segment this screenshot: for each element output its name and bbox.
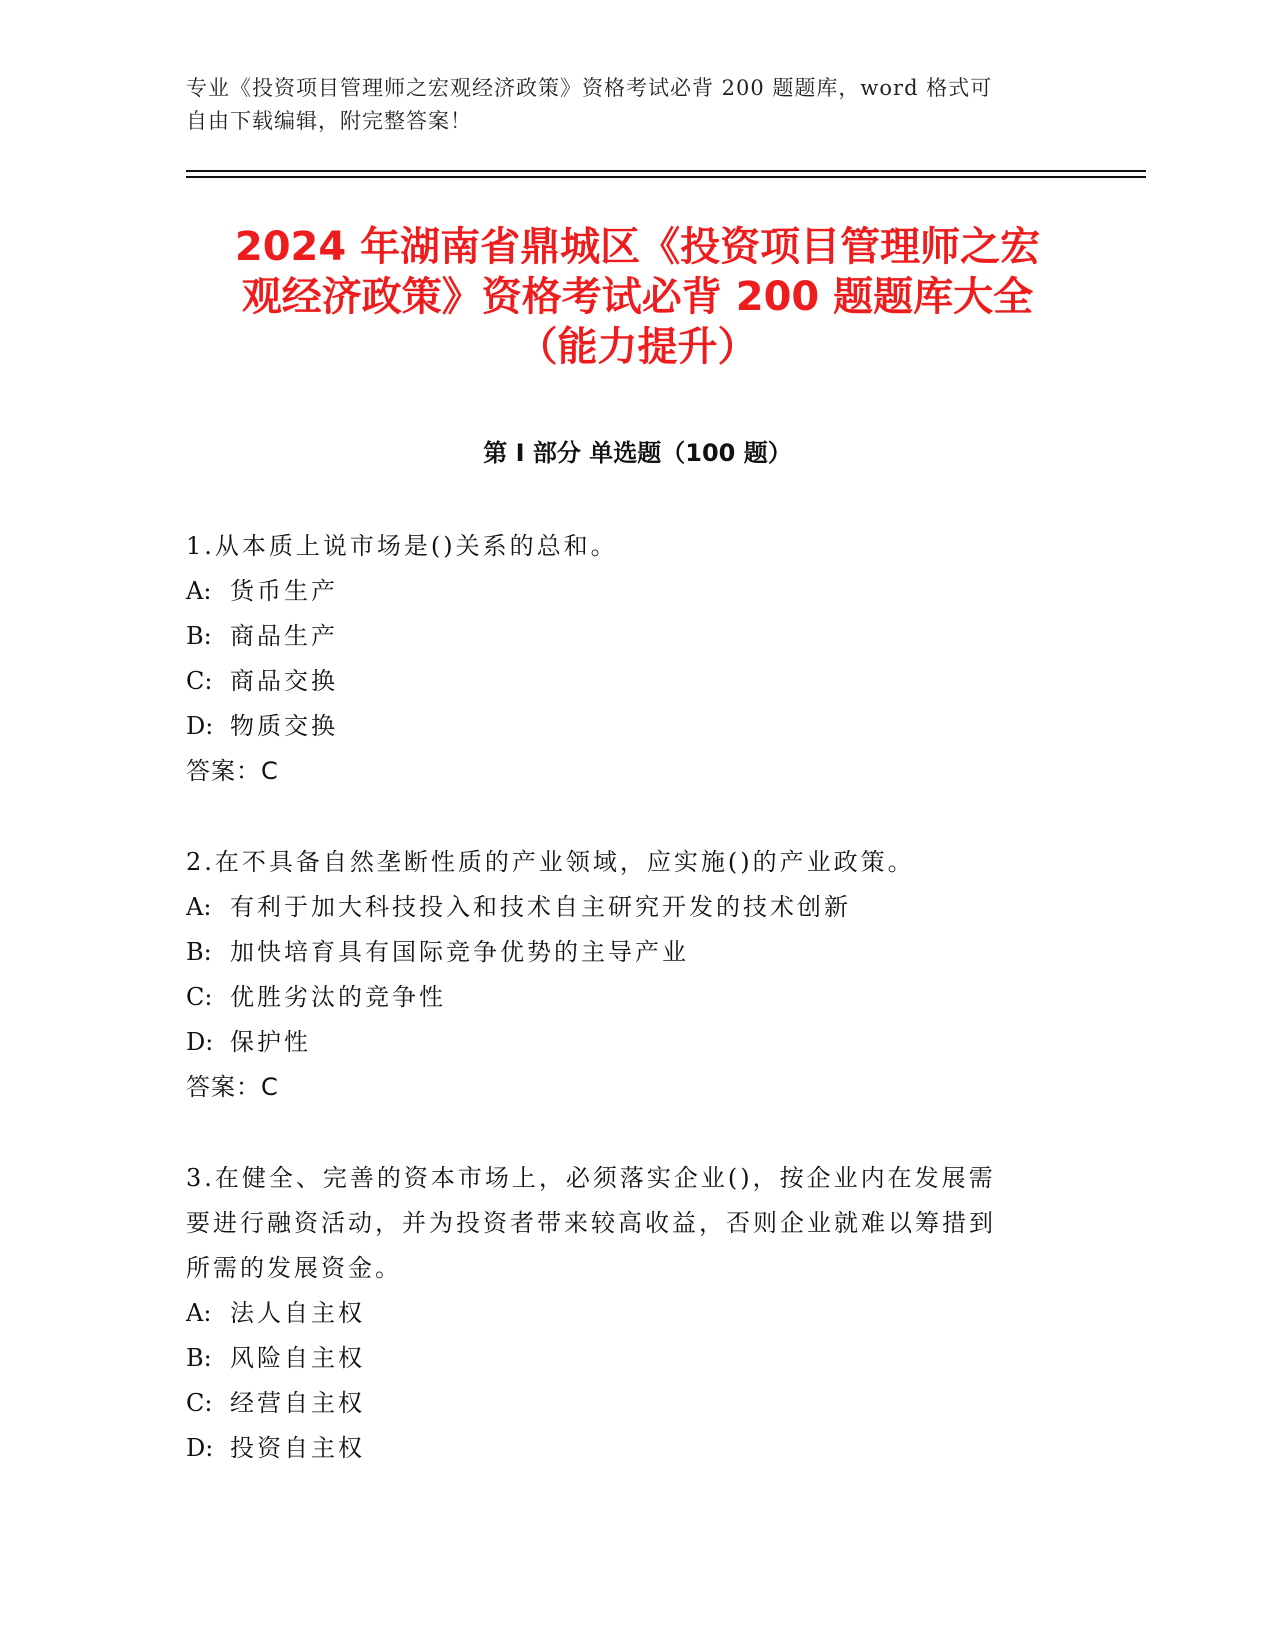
question-stem: 要进行融资活动，并为投资者带来较高收益，否则企业就难以筹措到 bbox=[186, 1209, 996, 1237]
option-b bbox=[186, 1336, 1066, 1381]
option-text: 投资自主权 bbox=[230, 1434, 365, 1462]
option-text: 保护性 bbox=[230, 1028, 311, 1056]
option-text: 优胜劣汰的竞争性 bbox=[230, 983, 446, 1011]
header-divider bbox=[186, 176, 1146, 178]
option-key: A: bbox=[186, 893, 212, 921]
option-c bbox=[186, 1381, 1066, 1426]
option-text: 商品生产 bbox=[230, 622, 338, 650]
answer-label: 答案：C bbox=[186, 1073, 279, 1101]
question-stem: 1.从本质上说市场是()关系的总和。 bbox=[186, 532, 618, 560]
option-key: A: bbox=[186, 1299, 212, 1327]
question-3 bbox=[186, 1156, 1066, 1471]
option-a bbox=[186, 569, 1066, 614]
option-key: D: bbox=[186, 1028, 214, 1056]
option-text: 有利于加大科技投入和技术自主研究开发的技术创新 bbox=[230, 893, 851, 921]
option-text: 货币生产 bbox=[230, 577, 338, 605]
header-note bbox=[186, 72, 1066, 138]
option-c bbox=[186, 659, 1066, 704]
option-key: B: bbox=[186, 622, 212, 650]
section-heading: 第 I 部分 单选题（100 题） bbox=[483, 439, 792, 467]
title-line: 2024 年湖南省鼎城区《投资项目管理师之宏 bbox=[234, 224, 1041, 270]
option-text: 经营自主权 bbox=[230, 1389, 365, 1417]
option-key: C: bbox=[186, 983, 213, 1011]
option-key: B: bbox=[186, 938, 212, 966]
question-stem: 2.在不具备自然垄断性质的产业领域，应实施()的产业政策。 bbox=[186, 848, 915, 876]
header-note-line: 专业《投资项目管理师之宏观经济政策》资格考试必背 200 题题库，word 格式可 bbox=[186, 76, 993, 100]
option-a bbox=[186, 885, 1066, 930]
title-line: 观经济政策》资格考试必背 200 题题库大全 bbox=[241, 274, 1034, 320]
question-stem: 3.在健全、完善的资本市场上，必须落实企业()，按企业内在发展需 bbox=[186, 1164, 996, 1192]
option-text: 法人自主权 bbox=[230, 1299, 365, 1327]
question-1 bbox=[186, 524, 1066, 794]
document-title bbox=[140, 222, 1135, 372]
option-d bbox=[186, 1426, 1066, 1471]
question-stem: 所需的发展资金。 bbox=[186, 1254, 402, 1282]
option-text: 商品交换 bbox=[230, 667, 338, 695]
option-b bbox=[186, 614, 1066, 659]
option-key: C: bbox=[186, 667, 213, 695]
question-2 bbox=[186, 840, 1066, 1110]
option-key: D: bbox=[186, 712, 214, 740]
option-d bbox=[186, 1020, 1066, 1065]
option-key: B: bbox=[186, 1344, 212, 1372]
option-key: C: bbox=[186, 1389, 213, 1417]
option-c bbox=[186, 975, 1066, 1020]
answer-label: 答案：C bbox=[186, 757, 279, 785]
header-note-line: 自由下载编辑，附完整答案！ bbox=[186, 109, 472, 133]
title-line: （能力提升） bbox=[517, 324, 758, 370]
option-d bbox=[186, 704, 1066, 749]
option-a bbox=[186, 1291, 1066, 1336]
option-text: 风险自主权 bbox=[230, 1344, 365, 1372]
header-divider bbox=[186, 170, 1146, 172]
option-b bbox=[186, 930, 1066, 975]
option-key: D: bbox=[186, 1434, 214, 1462]
question-list bbox=[186, 524, 1066, 1517]
option-key: A: bbox=[186, 577, 212, 605]
option-text: 物质交换 bbox=[230, 712, 338, 740]
option-text: 加快培育具有国际竞争优势的主导产业 bbox=[230, 938, 689, 966]
